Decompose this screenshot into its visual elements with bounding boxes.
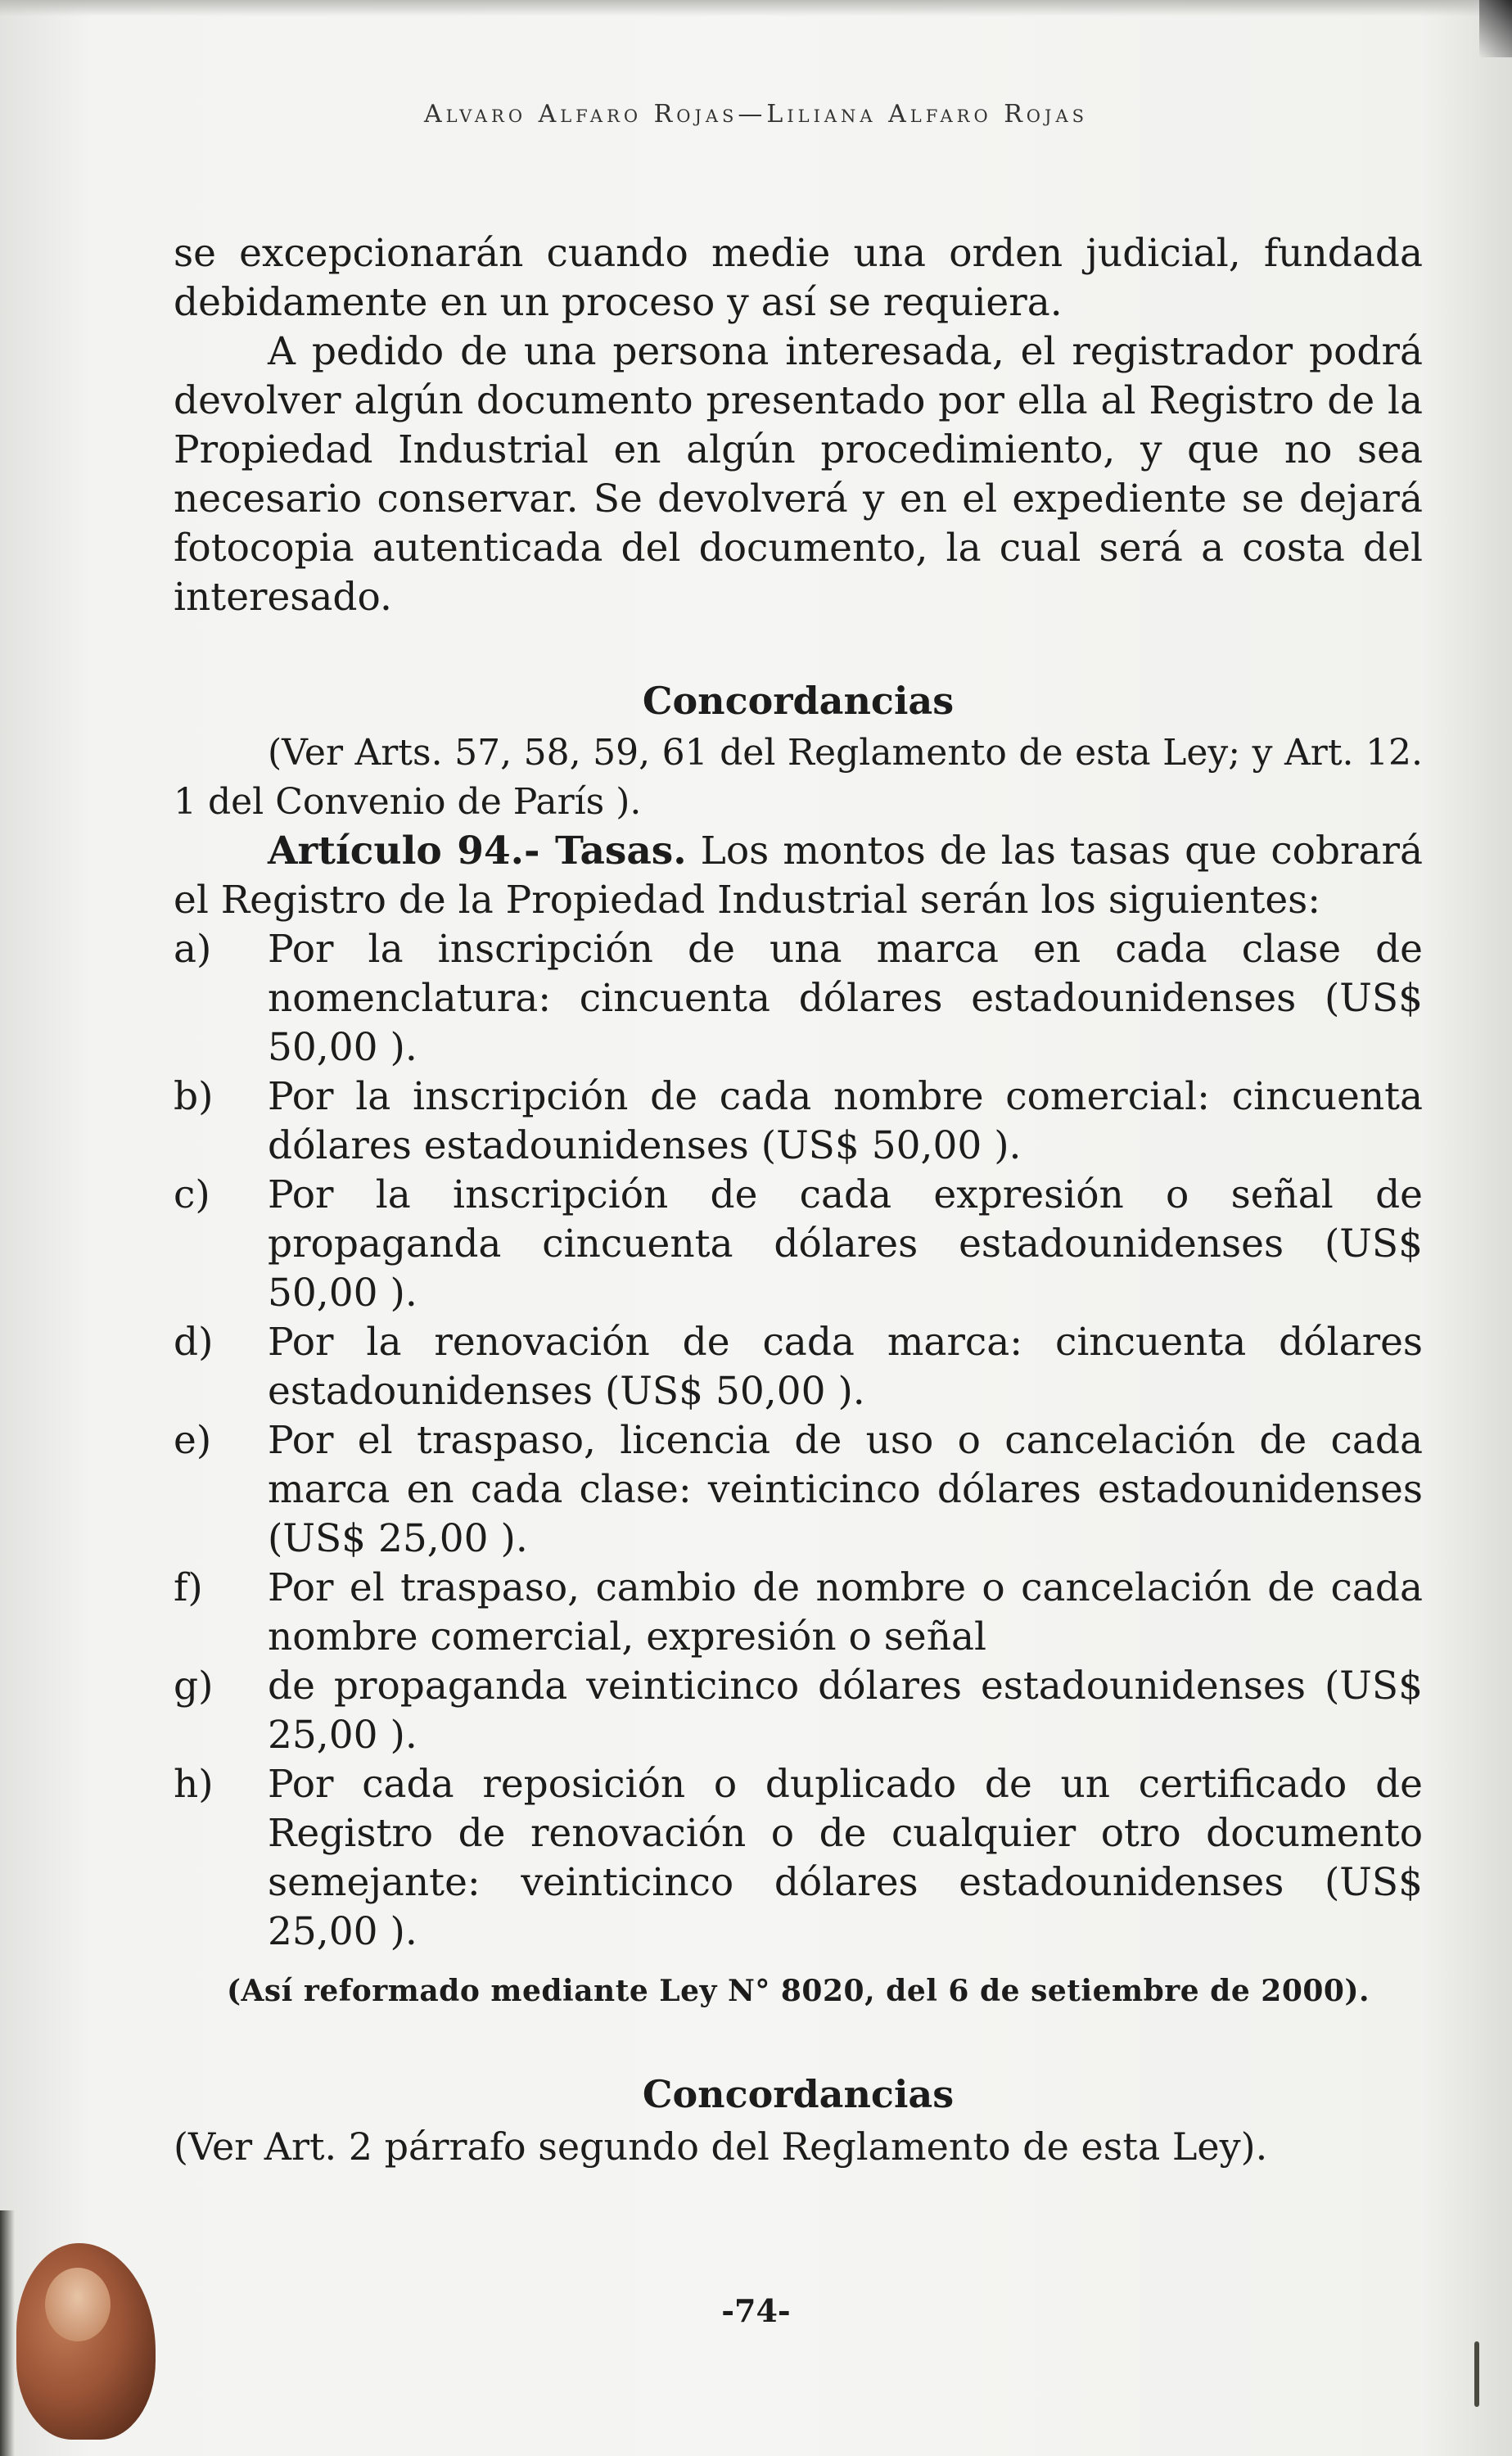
paragraph-1: se excepcionarán cuando medie una orden judicial, fundada debidamente en un proceso y así se requiera. [174,231,1423,325]
list-item [174,1760,1423,1957]
item-label: g) [174,1664,214,1709]
list-item [174,1564,1423,1662]
reform-note: (Así reformado mediante Ley N° 8020, del 6 de setiembre de 2000). [226,1974,1370,2008]
item-label: c) [174,1172,210,1217]
item-label: e) [174,1418,212,1463]
list-item [174,1171,1423,1318]
article-94 [174,827,1423,925]
thumbnail-highlight [45,2268,111,2341]
item-label: h) [174,1762,214,1807]
article-title: Artículo 94.- Tasas. [268,828,687,874]
paragraph-2: A pedido de una persona interesada, el registrador podrá devolver algún documento presentado por ella al Registro de la Propiedad Industrial en algún procedimiento, y que no sea necesario conservar. Se devolverá y en el expediente se dejará fotocopia autenticada del documento, la cual será a costa del interesado. [174,329,1423,620]
running-header: Alvaro Alfaro Rojas—Liliana Alfaro Rojas [423,100,1088,129]
item-text: Por el traspaso, cambio de nombre o cancelación de cada nombre comercial, expresión o señal [268,1565,1423,1659]
item-text: Por el traspaso, licencia de uso o cancelación de cada marca en cada clase: veinticinco dólares estadounidenses (US$ 25,00 ). [268,1418,1423,1561]
corner-shadow [1479,0,1512,57]
concordancias-heading-1: Concordancias [642,679,955,723]
concordancias-heading-2: Concordancias [642,2072,955,2116]
fee-list [174,925,1423,1957]
list-item [174,1662,1423,1760]
page-left-edge [0,2210,15,2456]
right-edge-mark [1474,2341,1479,2407]
list-item [174,1072,1423,1171]
item-text: Por la inscripción de cada expresión o señal de propaganda cincuenta dólares estadounidenses (US$ 50,00 ). [268,1172,1423,1316]
item-label: b) [174,1074,214,1119]
page-number: -74- [721,2292,791,2329]
item-text: Por la inscripción de una marca en cada clase de nomenclatura: cincuenta dólares estadounidenses (US$ 50,00 ). [268,927,1423,1070]
item-label: a) [174,927,212,972]
item-text: Por cada reposición o duplicado de un certificado de Registro de renovación o de cualquier otro documento semejante: veinticinco dólares estadounidenses (US$ 25,00 ). [268,1762,1423,1954]
list-item [174,1416,1423,1564]
item-text: Por la renovación de cada marca: cincuenta dólares estadounidenses (US$ 50,00 ). [268,1320,1423,1414]
concordancias-text-2: (Ver Art. 2 párrafo segundo del Reglamento de esta Ley). [174,2124,1268,2169]
item-text: de propaganda veinticinco dólares estadounidenses (US$ 25,00 ). [268,1664,1423,1758]
page-top-edge [0,0,1512,16]
list-item [174,1318,1423,1416]
item-label: d) [174,1320,214,1365]
list-item [174,925,1423,1072]
article-intro: Los montos de las tasas que cobrará el Registro de la Propiedad Industrial serán los siguientes: [174,828,1423,923]
item-label: f) [174,1565,203,1610]
page-content [174,229,1423,2171]
item-text: Por la inscripción de cada nombre comercial: cincuenta dólares estadounidenses (US$ 50,00 ). [268,1074,1423,1168]
concordancias-text-1: (Ver Arts. 57, 58, 59, 61 del Reglamento de esta Ley; y Art. 12. 1 del Convenio de París ). [174,732,1423,823]
